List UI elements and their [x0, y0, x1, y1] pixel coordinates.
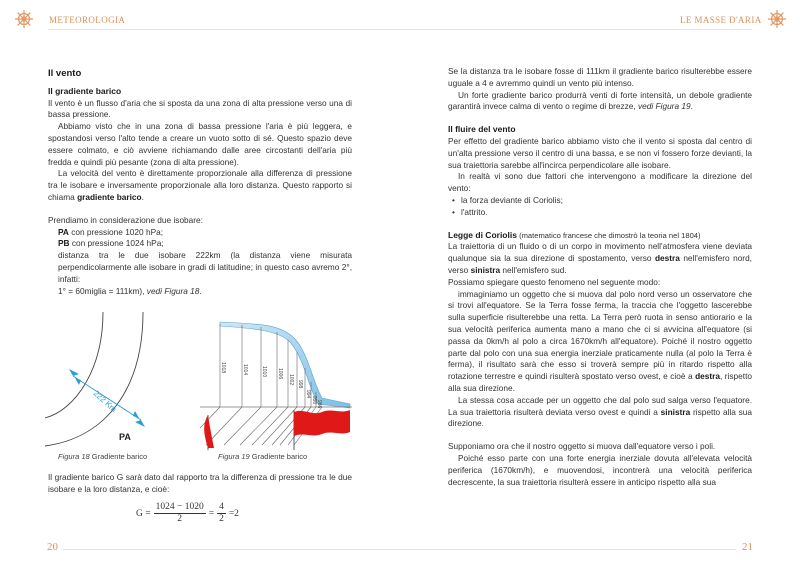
- pb-line: PB con pressione 1024 hPa;: [58, 238, 164, 249]
- footer-rule: [63, 549, 400, 550]
- formula-intro: Il gradiente barico G sarà dato dal rapporto tra la differenza di pressione tra le due isobare e la loro distanza, e cioè:: [48, 472, 352, 494]
- figure-19-pressure-profile: [200, 310, 360, 450]
- ship-wheel-icon: [767, 9, 787, 29]
- paragraph: Poiché esso parte con una forte energia inerziale dovuta all'elevata velocità periferica (1670km/h), e muovendosi, incontrerà una velocità periferica decrescente, la sua traiettoria risulterà essere in anticipo rispetto alla sua: [448, 452, 752, 487]
- page-number: 21: [742, 541, 753, 553]
- gradient-formula: G = $\frac{1024 - 1020}{2}$ = $\frac{4}{2}$ =2: [136, 502, 239, 524]
- header-rule: [48, 29, 400, 30]
- paragraph: immaginiamo un oggetto che si muova dal polo nord verso un osservatore che si trovi all'equatore. Se la Terra fosse ferma, la traccia che l'oggetto lascerebbe sulla superficie risulterebbe una retta. La Terra però ruota in senso antiorario e la sua velocità periferica aumenta mano a mano che ci si avvicina all'equatore (si passa da 0km/h al polo a circa 1670km/h all'equatore). Poiché il nostro oggetto parte dal polo con una sua energia inerziale praticamente nulla (al polo la Terra è ferma), il risultato sarà che esso si troverà sempre più in ritardo rispetto alla rotazione terrestre e quindi risulterà spostato verso ovest, e cioè a destra, rispetto alla sua direzione.: [448, 288, 752, 393]
- figure-18-isobars: [45, 310, 195, 450]
- gradient-term: gradiente barico: [77, 191, 142, 202]
- isobar-label: PA: [119, 432, 131, 442]
- running-header: LE MASSE D'ARIA: [680, 15, 762, 25]
- ship-wheel-icon: [14, 9, 34, 29]
- factor-list: [448, 195, 752, 219]
- paragraph: La traiettoria di un fluido o di un corpo in movimento nell'atmosfera viene deviata qualunque sia la sua direzione di spostamento, verso destra nell'emisfero nord, verso sinistra nell'emisfero sud.: [448, 241, 752, 275]
- paragraph: Se la distanza tra le isobare fosse di 111km il gradiente barico risulterebbe essere uguale a 4 e avremmo quindi un vento più intenso.: [448, 66, 752, 88]
- svg-text:1006: 1006: [277, 368, 283, 380]
- section-title: Il vento: [48, 68, 82, 79]
- svg-text:998: 998: [297, 380, 303, 389]
- figure-19-caption: Figura 19 Gradiente barico: [218, 452, 308, 461]
- subsection-title: Il gradiente barico: [48, 85, 122, 96]
- paragraph: Per effetto del gradiente barico abbiamo visto che il vento si sposta dal centro di un'alta pressione verso il centro di una bassa, e se non vi fossero forze devianti, la sua traiettoria sarebbe all'incirca perpendicolare alle isobare.: [448, 135, 752, 170]
- header-rule: [400, 29, 752, 30]
- svg-text:1010: 1010: [261, 366, 267, 378]
- svg-text:994: 994: [305, 390, 311, 399]
- page-number: 20: [47, 541, 58, 553]
- paragraph: La velocità del vento è direttamente proporzionale alla differenza di pressione tra le isobare e inversamente proporzionale alla loro distanza. Questo rapporto si chiama gradiente barico.: [48, 168, 352, 202]
- svg-text:990: 990: [311, 396, 317, 405]
- running-header: METEOROLOGIA: [49, 15, 126, 25]
- paragraph: Il vento è un flusso d'aria che si sposta da una zona di alta pressione verso una di bassa pressione.: [48, 97, 352, 120]
- paragraph: Un forte gradiente barico produrrà venti di forte intensità, un debole gradiente garantirà invece calma di vento o regime di brezze, vedi Figura 19.: [448, 89, 752, 112]
- svg-text:1014: 1014: [242, 364, 248, 376]
- list-item: • la forza deviante di Coriolis;: [452, 195, 752, 207]
- list-item: • l'attrito.: [452, 207, 752, 219]
- paragraph: Supponiamo ora che il nostro oggetto si muova dall'equatore verso i poli.: [448, 441, 716, 452]
- footer-rule: [400, 549, 736, 550]
- pa-line: PA con pressione 1020 hPa;: [58, 226, 164, 237]
- subsection-title: Il fluire del vento: [448, 124, 516, 135]
- distance-label: 222 Km: [91, 388, 119, 414]
- paragraph: Abbiamo visto che in una zona di bassa pressione l'aria è più leggera, e spostandosi verso l'alto tende a creare un vuoto sotto di sé. Questo spazio deve essere colmato, e ciò avviene richiamando dalle aree circostanti dell'aria più fredda e quindi più pesante (zona di alta pressione).: [48, 121, 352, 167]
- figure-18-caption: Figura 18 Gradiente barico: [58, 452, 148, 461]
- paragraph: In realtà vi sono due fattori che intervengono a modificare la direzione del vento:: [448, 171, 752, 194]
- left-column: [48, 68, 352, 297]
- degree-text: 1° = 60miglia = 111km), vedi Figura 18.: [58, 285, 202, 296]
- svg-text:1002: 1002: [288, 374, 294, 386]
- svg-text:1018: 1018: [220, 362, 226, 374]
- right-page: [400, 0, 800, 567]
- distance-text: distanza tra le due isobare 222km (la distanza viene misurata perpendicolarmente alle isobare in gradi di latitudine; in questo caso avremo 2°, infatti:: [58, 250, 352, 284]
- svg-text:986: 986: [316, 400, 322, 409]
- coriolis-heading: Legge di Coriolis (matematico francese che dimostrò la teoria nel 1804): [448, 229, 701, 240]
- paragraph: Possiamo spiegare questo fenomeno nel seguente modo:: [448, 276, 661, 287]
- consider-intro: Prendiamo in considerazione due isobare:: [48, 214, 203, 225]
- paragraph: La stessa cosa accade per un oggetto che dal polo sud salga verso l'equatore. La sua traiettoria risulterà deviata verso ovest e quindi a sinistra rispetto alla sua direzione.: [448, 394, 753, 429]
- right-column: [448, 66, 752, 488]
